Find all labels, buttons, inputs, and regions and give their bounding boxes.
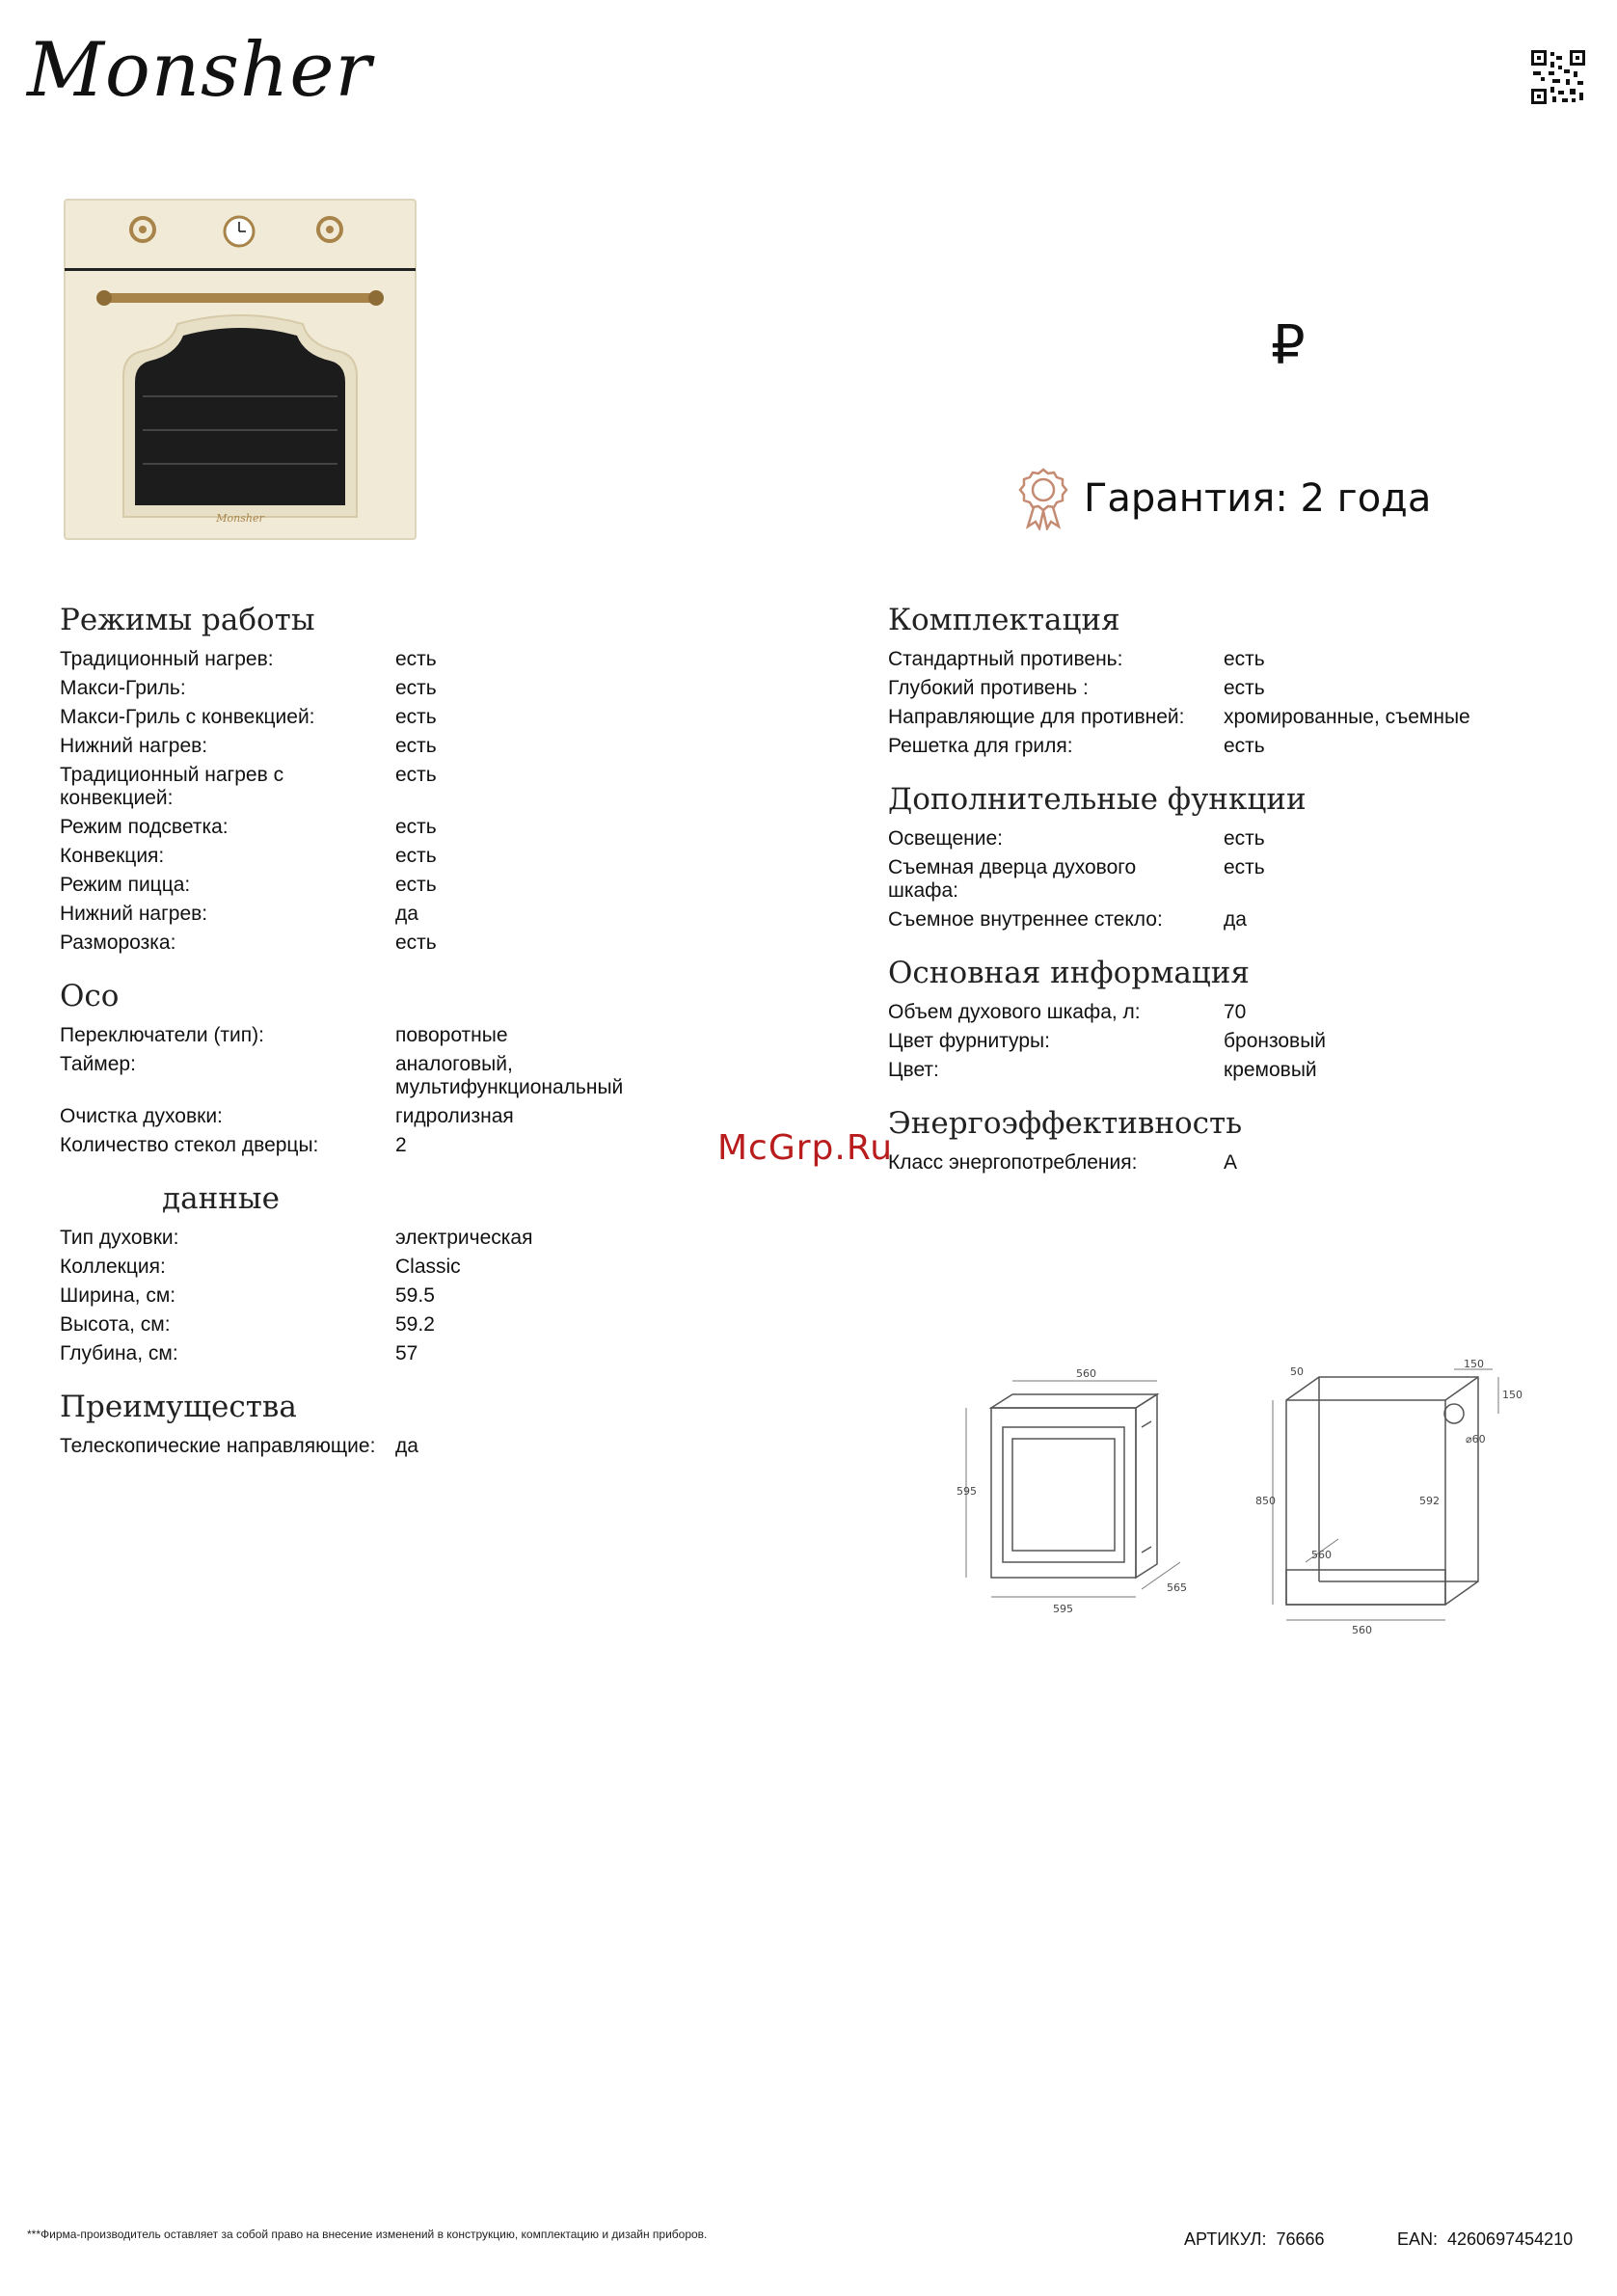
spec-value: да [395, 1435, 418, 1457]
section-title: Основная информация [888, 956, 1250, 990]
section-title: Энергоэффективность [888, 1106, 1243, 1141]
spec-row [888, 735, 1617, 758]
spec-key: Цвет: [888, 1059, 939, 1081]
section-modes [60, 600, 793, 955]
spec-row [888, 1151, 1617, 1175]
spec-key: Разморозка: [60, 932, 176, 954]
spec-key: Нижний нагрев: [60, 735, 208, 757]
article-label: АРТИКУЛ: [1184, 2229, 1267, 2249]
section-data [60, 1178, 793, 1365]
spec-row [888, 856, 1617, 903]
section-main-info [888, 953, 1617, 1082]
watermark: McGrp.Ru [717, 1128, 894, 1168]
spec-key: Глубина, см: [60, 1342, 178, 1364]
spec-row [60, 1134, 793, 1157]
section-title: Режимы работы [60, 603, 315, 637]
dim-label: 150 [1464, 1360, 1484, 1370]
qr-code-icon [1531, 50, 1585, 104]
section-title: Преимущества [60, 1390, 297, 1424]
spec-value: есть [395, 932, 437, 954]
spec-key: Количество стекол дверцы: [60, 1134, 319, 1156]
spec-key: Глубокий противень : [888, 677, 1089, 699]
dim-label: 595 [957, 1485, 977, 1498]
spec-key: Традиционный нагрев с конвекцией: [60, 764, 284, 809]
specs-left-column [60, 600, 793, 1479]
dim-label: 560 [1311, 1549, 1332, 1561]
spec-value: да [1224, 908, 1247, 931]
section-equipment [888, 600, 1617, 758]
spec-key: Макси-Гриль: [60, 677, 186, 699]
price-ruble-symbol: ₽ [1271, 314, 1306, 377]
section-features [60, 976, 793, 1157]
spec-value: аналоговый, мультифункциональный [395, 1053, 624, 1098]
spec-row [60, 1435, 793, 1458]
dim-label: 560 [1076, 1367, 1096, 1380]
spec-key: Освещение: [888, 827, 1003, 850]
spec-key: Стандартный противень: [888, 648, 1123, 670]
oven-brand-mark: Monsher [216, 512, 264, 525]
spec-value: 59.2 [395, 1313, 435, 1336]
section-advantages [60, 1387, 793, 1458]
spec-key: Традиционный нагрев: [60, 648, 274, 670]
spec-key: Очистка духовки: [60, 1105, 223, 1127]
spec-key: Таймер: [60, 1053, 136, 1075]
spec-key: Высота, см: [60, 1313, 171, 1336]
spec-key: Съемная дверца духового шкафа: [888, 856, 1137, 902]
ean-value: 4260697454210 [1447, 2229, 1574, 2249]
spec-row [60, 903, 793, 926]
spec-key: Конвекция: [60, 845, 165, 867]
spec-row [60, 1053, 793, 1099]
dim-label: 150 [1502, 1389, 1523, 1401]
dim-label: 565 [1167, 1581, 1187, 1594]
spec-value: электрическая [395, 1227, 533, 1249]
footer-ean [1397, 2229, 1573, 2250]
spec-value: есть [395, 816, 437, 838]
spec-key: Режим подсветка: [60, 816, 229, 838]
spec-value: есть [395, 874, 437, 896]
spec-row [60, 677, 793, 700]
dim-label: ⌀60 [1466, 1433, 1486, 1445]
dim-label: 850 [1255, 1495, 1276, 1507]
spec-key: Объем духового шкафа, л: [888, 1001, 1141, 1023]
spec-value: есть [395, 648, 437, 670]
spec-row [888, 827, 1617, 851]
spec-row [888, 1059, 1617, 1082]
section-title: Осо [60, 979, 120, 1013]
spec-row [888, 908, 1617, 932]
spec-key: Макси-Гриль с конвекцией: [60, 706, 315, 728]
spec-row [60, 1313, 793, 1337]
warranty-text: Гарантия: 2 года [1084, 476, 1432, 521]
spec-key: Ширина, см: [60, 1284, 176, 1307]
spec-value: бронзовый [1224, 1030, 1327, 1052]
spec-value: есть [395, 845, 437, 867]
spec-value: кремовый [1224, 1059, 1317, 1081]
spec-row [60, 1342, 793, 1365]
spec-row [888, 677, 1617, 700]
spec-value: A [1224, 1151, 1238, 1174]
spec-value: есть [395, 764, 437, 786]
spec-value: есть [395, 735, 437, 757]
dim-label: 50 [1290, 1365, 1304, 1378]
section-title: данные [162, 1181, 280, 1216]
spec-key: Съемное внутреннее стекло: [888, 908, 1163, 931]
section-title: Комплектация [888, 603, 1120, 637]
spec-row [888, 1030, 1617, 1053]
spec-value: 70 [1224, 1001, 1247, 1023]
spec-value: да [395, 903, 418, 925]
spec-row [60, 1284, 793, 1308]
spec-value: 2 [395, 1134, 407, 1156]
spec-key: Нижний нагрев: [60, 903, 208, 925]
spec-value: Classic [395, 1256, 461, 1278]
spec-value: 57 [395, 1342, 418, 1364]
spec-row [60, 845, 793, 868]
installation-drawing [953, 1360, 1541, 1639]
spec-row [60, 764, 793, 810]
spec-row [60, 648, 793, 671]
spec-key: Класс энергопотребления: [888, 1151, 1138, 1174]
dim-label: 560 [1352, 1624, 1372, 1636]
spec-row [888, 706, 1617, 729]
product-image-oven [64, 199, 417, 540]
section-title: Дополнительные функции [888, 782, 1307, 817]
spec-value: есть [395, 706, 437, 728]
spec-row [60, 816, 793, 839]
footer-disclaimer: ***Фирма-производитель оставляет за собой право на внесение изменений в конструкцию, комплектацию и дизайн приборов. [27, 2228, 708, 2241]
spec-value: хромированные, съемные [1224, 706, 1470, 728]
spec-value: есть [1224, 648, 1265, 670]
spec-value: гидролизная [395, 1105, 514, 1127]
brand-logo: Monsher [27, 27, 372, 114]
spec-key: Цвет фурнитуры: [888, 1030, 1050, 1052]
ean-label: EAN: [1397, 2229, 1439, 2249]
section-energy [888, 1103, 1617, 1175]
spec-value: 59.5 [395, 1284, 435, 1307]
spec-row [60, 1105, 793, 1128]
spec-row [888, 1001, 1617, 1024]
spec-key: Направляющие для противней: [888, 706, 1185, 728]
spec-key: Режим пицца: [60, 874, 191, 896]
dim-label: 595 [1053, 1603, 1073, 1615]
spec-row [888, 648, 1617, 671]
spec-row [60, 1256, 793, 1279]
spec-value: есть [1224, 677, 1265, 699]
spec-value: есть [1224, 856, 1265, 878]
spec-row [60, 932, 793, 955]
spec-value: поворотные [395, 1024, 508, 1046]
footer-article [1184, 2229, 1325, 2250]
spec-row [60, 1227, 793, 1250]
spec-row [60, 874, 793, 897]
warranty-badge-icon [1018, 467, 1068, 530]
spec-row [60, 1024, 793, 1047]
spec-value: есть [1224, 827, 1265, 850]
spec-key: Решетка для гриля: [888, 735, 1073, 757]
section-extra-functions [888, 779, 1617, 932]
article-value: 76666 [1276, 2229, 1325, 2249]
spec-key: Коллекция: [60, 1256, 166, 1278]
dim-label: 592 [1419, 1495, 1440, 1507]
spec-row [60, 706, 793, 729]
warranty-block [1018, 467, 1431, 530]
spec-key: Переключатели (тип): [60, 1024, 264, 1046]
spec-row [60, 735, 793, 758]
spec-key: Телескопические направляющие: [60, 1435, 376, 1457]
spec-value: есть [395, 677, 437, 699]
spec-key: Тип духовки: [60, 1227, 179, 1249]
spec-value: есть [1224, 735, 1265, 757]
specs-right-column [888, 600, 1617, 1196]
